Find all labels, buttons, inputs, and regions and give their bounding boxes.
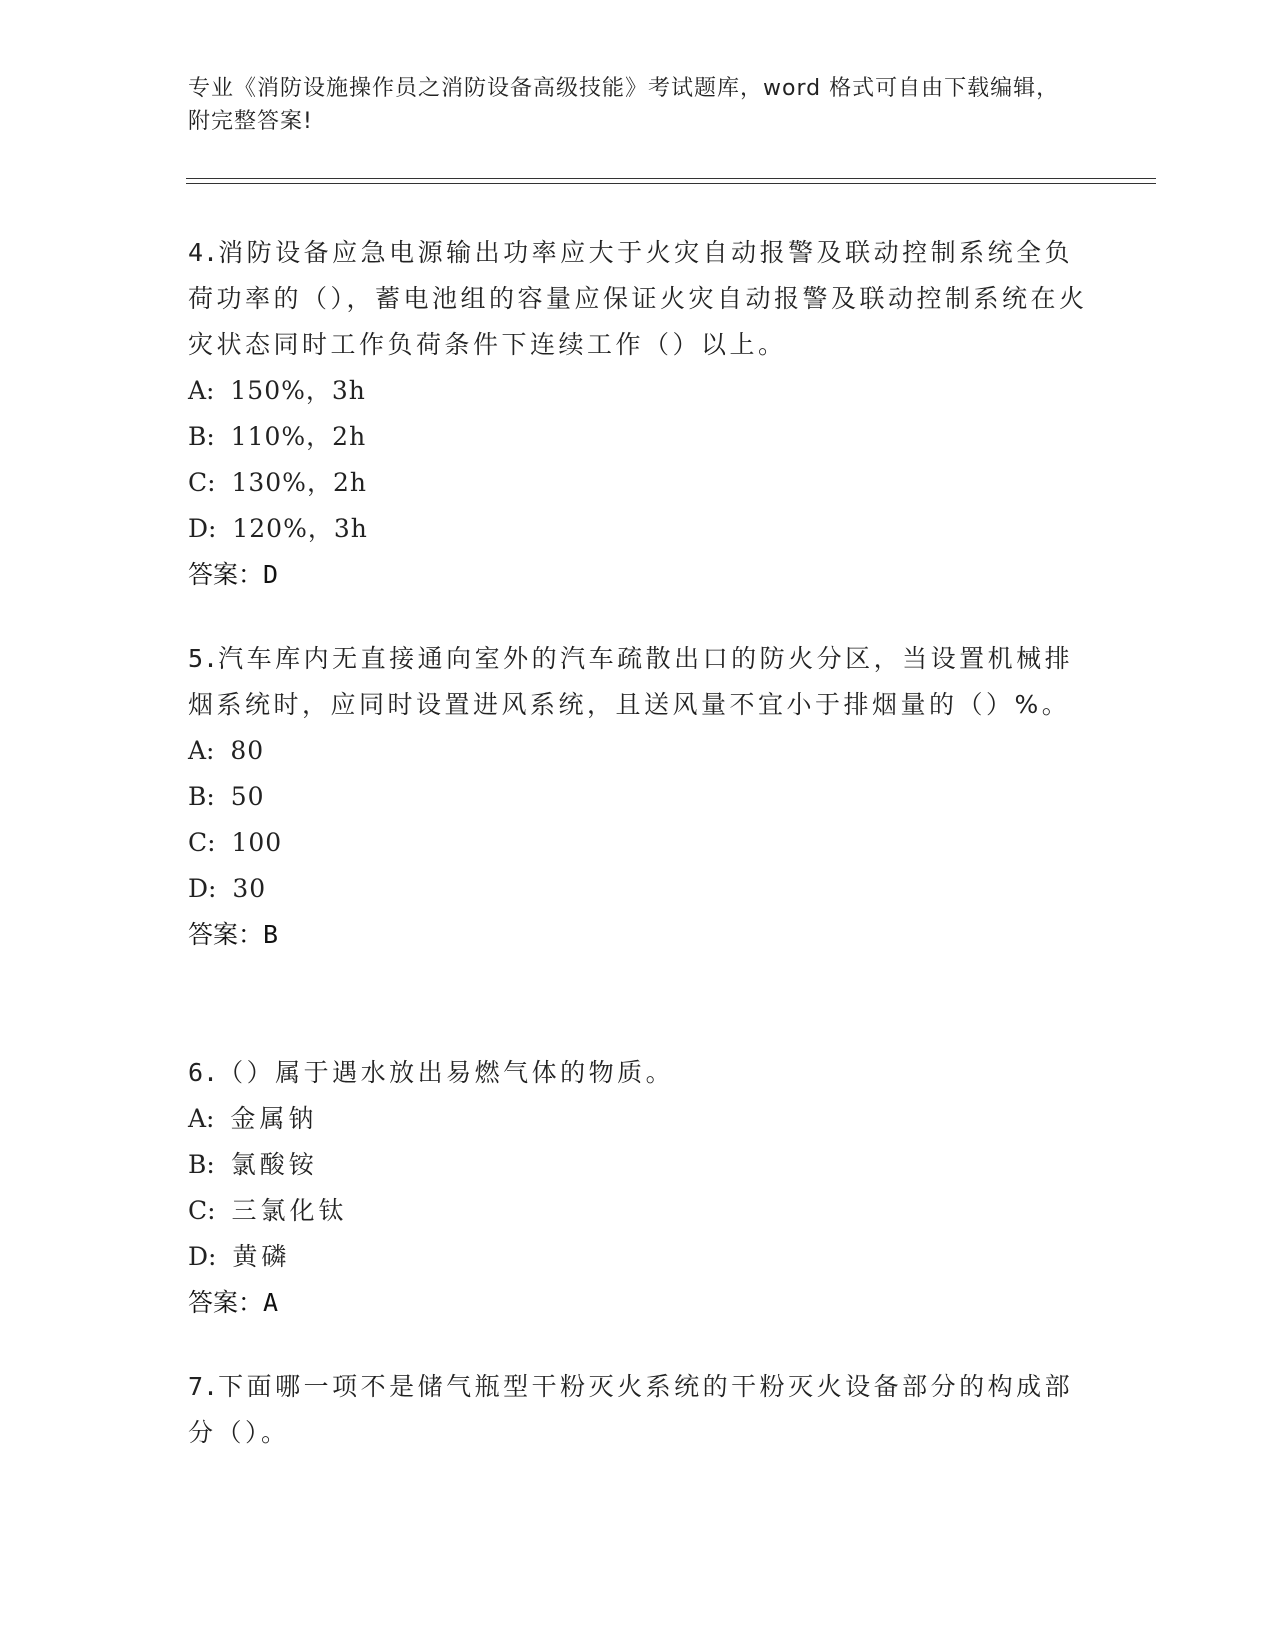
header-text: 专业《消防设施操作员之消防设备高级技能》考试题库，word 格式可自由下载编辑，附完整答案!	[188, 76, 1060, 134]
option-text: 80	[230, 736, 265, 765]
answer-value: B	[263, 920, 279, 949]
question-number: 4.	[188, 238, 219, 267]
question-text: 下面哪一项不是储气瓶型干粉灭火系统的干粉灭火设备部分的构成部分（）。	[188, 1372, 1074, 1447]
option-letter: D:	[188, 514, 217, 543]
header-rule-top	[186, 178, 1156, 179]
option-a	[188, 368, 1088, 414]
option-letter: A:	[188, 1104, 215, 1133]
question-number: 7.	[188, 1372, 219, 1401]
option-letter: D:	[188, 874, 217, 903]
question-stem	[188, 1050, 1088, 1096]
option-a	[188, 1096, 1088, 1142]
answer-label: 答案：	[188, 920, 264, 949]
question-6	[188, 1050, 1088, 1326]
option-text: 150%，3h	[230, 376, 366, 405]
option-a	[188, 728, 1088, 774]
answer-line	[188, 552, 1088, 598]
option-text: 100	[231, 828, 283, 857]
option-text: 金属钠	[230, 1104, 318, 1133]
question-5	[188, 636, 1088, 958]
option-letter: B:	[188, 1150, 215, 1179]
option-c	[188, 460, 1088, 506]
option-b	[188, 774, 1088, 820]
option-letter: A:	[188, 736, 215, 765]
option-text: 130%，2h	[231, 468, 367, 497]
answer-label: 答案：	[188, 1288, 264, 1317]
option-c	[188, 820, 1088, 866]
option-b	[188, 1142, 1088, 1188]
option-text: 三氯化钛	[231, 1196, 348, 1225]
option-text: 30	[232, 874, 267, 903]
option-letter: B:	[188, 422, 215, 451]
option-text: 黄磷	[232, 1242, 291, 1271]
option-letter: C:	[188, 828, 216, 857]
question-stem	[188, 1364, 1088, 1456]
answer-line	[188, 1280, 1088, 1326]
question-stem	[188, 230, 1088, 368]
option-letter: B:	[188, 782, 215, 811]
question-4	[188, 230, 1088, 598]
question-number: 6.	[188, 1058, 219, 1087]
question-number: 5.	[188, 644, 219, 673]
question-7	[188, 1364, 1088, 1456]
header-rule-bottom	[186, 183, 1156, 184]
answer-value: D	[263, 560, 279, 589]
option-text: 50	[230, 782, 265, 811]
option-d	[188, 506, 1088, 552]
option-letter: A:	[188, 376, 215, 405]
question-text: （）属于遇水放出易燃气体的物质。	[218, 1058, 675, 1087]
option-letter: D:	[188, 1242, 217, 1271]
answer-value: A	[263, 1288, 279, 1317]
question-text: 汽车库内无直接通向室外的汽车疏散出口的防火分区，当设置机械排烟系统时，应同时设置进风系统，且送风量不宜小于排烟量的（）%。	[188, 644, 1074, 719]
question-stem	[188, 636, 1088, 728]
option-letter: C:	[188, 468, 216, 497]
answer-line	[188, 912, 1088, 958]
option-d	[188, 866, 1088, 912]
option-c	[188, 1188, 1088, 1234]
option-letter: C:	[188, 1196, 216, 1225]
answer-label: 答案：	[188, 560, 264, 589]
option-b	[188, 414, 1088, 460]
question-text: 消防设备应急电源输出功率应大于火灾自动报警及联动控制系统全负荷功率的（），蓄电池组的容量应保证火灾自动报警及联动控制系统在火灾状态同时工作负荷条件下连续工作（）以上。	[188, 238, 1088, 359]
option-d	[188, 1234, 1088, 1280]
option-text: 110%，2h	[230, 422, 367, 451]
option-text: 120%，3h	[232, 514, 368, 543]
option-text: 氯酸铵	[230, 1150, 318, 1179]
document-header	[188, 72, 1068, 138]
